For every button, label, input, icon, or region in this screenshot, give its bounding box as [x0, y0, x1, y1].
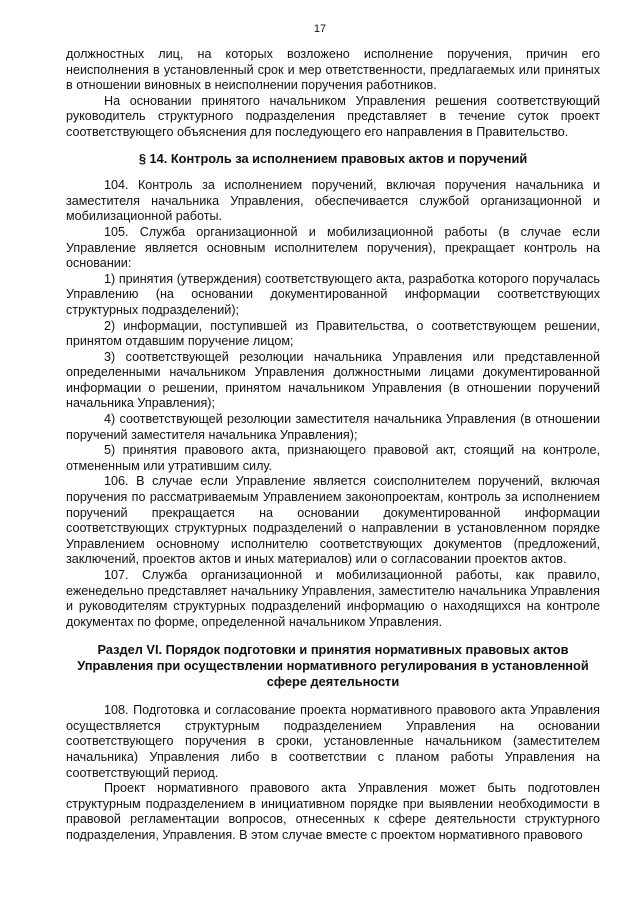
section-6-heading-line: Управления при осуществлении нормативного регулирования в установленной [77, 657, 589, 673]
list-item-4: 4) соответствующей резолюции заместителя начальника Управления (в отношении поручений заместителя начальника Управления); [66, 412, 600, 442]
page-number: 17 [313, 23, 327, 35]
list-item-5: 5) принятия правового акта, признающего правовой акт, стоящий на контроле, отмененным или утратившим силу. [66, 443, 600, 473]
section-6-heading [66, 642, 600, 689]
paragraph-107: 107. Служба организационной и мобилизационной работы, как правило, еженедельно представляет начальнику Управления, заместителю начальника Управления и руководителям структурных подразделений информацию о находящихся на контроле документах по форме, определенной начальником Управления. [66, 568, 600, 629]
section-6-heading-line: Раздел VI. Порядок подготовки и принятия нормативных правовых актов [97, 642, 569, 658]
paragraph-104: 104. Контроль за исполнением поручений, включая поручения начальника и заместителя начальника Управления, обеспечивается службой организационной и мобилизационной работы. [66, 178, 600, 224]
paragraph-106: 106. В случае если Управление является соисполнителем поручений, включая поручения по рассматриваемым Управлением законопроектам, контроль за исполнением поручений прекращается на основании документированной информации соответствующих структурных подразделений о направлении в установленном порядке Управлением основному исполнителю соответствующих документов (предложений, заключений, проектов актов и иных материалов) или о согласовании проектов актов. [66, 474, 600, 567]
section-6-heading-line: сфере деятельности [266, 673, 400, 689]
paragraph-105: 105. Служба организационной и мобилизационной работы (в случае если Управление является основным исполнителем поручения), прекращает контроль на основании: [66, 224, 600, 271]
paragraph: должностных лиц, на которых возложено исполнение поручения, причин его неисполнения в установленный срок и мер ответственности, предлагаемых или принятых в отношении виновных в неисполнении поручения работников. [66, 47, 600, 93]
paragraph: На основании принятого начальником Управления решения соответствующий руководитель структурного подразделения представляет в течение суток проект соответствующего объяснения для последующего его направления в Правительство. [66, 93, 600, 139]
section-14-heading: § 14. Контроль за исполнением правовых актов и поручений [138, 150, 528, 166]
list-item-1: 1) принятия (утверждения) соответствующего акта, разработка которого поручалась Управлению (на основании документированной информации соответствующих структурных подразделений); [66, 271, 600, 317]
paragraph: Проект нормативного правового акта Управления может быть подготовлен структурным подразделением в инициативном порядке при выявлении необходимости в правовой регламентации вопросов, отнесенных к сфере деятельности структурного подразделения, Управления. В этом случае вместе с проектом нормативного правового [66, 781, 600, 842]
list-item-3: 3) соответствующей резолюции начальника Управления или представленной определенными начальником Управления должностными лицами документированной информации о решении, принятом начальником Управления (в отношении поручений начальника Управления); [66, 349, 600, 411]
page-content [66, 47, 600, 844]
list-item-2: 2) информации, поступившей из Правительства, о соответствующем решении, принятом отдавшим поручение лицом; [66, 318, 600, 349]
paragraph-108: 108. Подготовка и согласование проекта нормативного правового акта Управления осуществляется структурным подразделением Управления на основании соответствующего поручения в сроки, установленные начальником (заместителем начальника) Управления либо в соответствии с планом работы Управления на соответствующий период. [66, 703, 600, 780]
